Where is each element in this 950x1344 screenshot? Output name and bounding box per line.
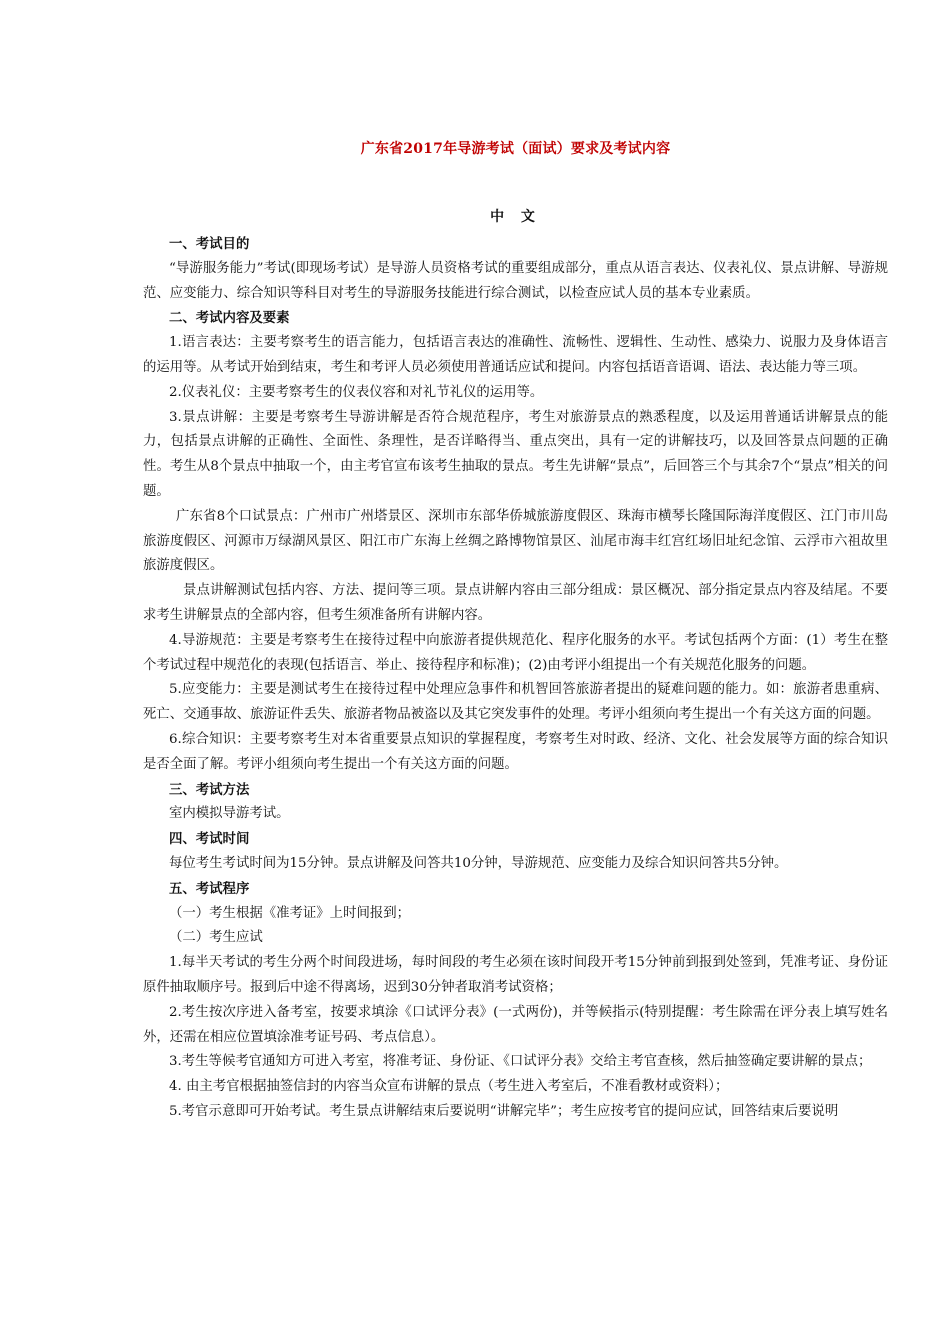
procedure-item-4: 4. 由主考官根据抽签信封的内容当众宣布讲解的景点（考生进入考室后，不准看教材或资料）； bbox=[169, 1079, 729, 1095]
document-body bbox=[143, 232, 888, 1125]
document-subtitle: 中 文 bbox=[490, 209, 541, 225]
section-heading-time: 四、考试时间 bbox=[169, 831, 250, 848]
paragraph-etiquette: 2.仪表礼仪：主要考察考生的仪表仪容和对礼节礼仪的运用等。 bbox=[169, 384, 544, 400]
procedure-item-3: 3.考生等候考官通知方可进入考室，将准考证、身份证、《口试评分表》交给主考官查核，然后抽签确定要讲解的景点； bbox=[169, 1054, 872, 1070]
paragraph-spots: 广东省8个口试景点：广州市广州塔景区、深圳市东部华侨城旅游度假区、珠海市横琴长隆国际海洋度假区、江门市川岛旅游度假区、河源市万绿湖风景区、阳江市广东海上丝绸之路博物馆景区、汕尾市海丰红宫红场旧址纪念馆、云浮市六祖故里旅游度假区。 bbox=[143, 508, 888, 574]
paragraph-time: 每位考生考试时间为15分钟。景点讲解及问答共10分钟，导游规范、应变能力及综合知识问答共5分钟。 bbox=[169, 855, 788, 871]
procedure-item-2: 2.考生按次序进入备考室，按要求填涂《口试评分表》(一式两份)，并等候指示(特别提醒：考生除需在评分表上填写姓名外，还需在相应位置填涂准考证号码、考点信息）。 bbox=[143, 1004, 888, 1045]
paragraph-explanation: 3.景点讲解：主要是考察考生导游讲解是否符合规范程序，考生对旅游景点的熟悉程度，以及运用普通话讲解景点的能力，包括景点讲解的正确性、全面性、条理性，是否详略得当、重点突出，具有一定的讲解技巧，以及回答景点问题的正确性。考生从8个景点中抽取一个，由主考官宣布该考生抽取的景点。考生先讲解“景点”，后回答三个与其余7个“景点”相关的问题。 bbox=[143, 409, 888, 499]
paragraph-knowledge: 6.综合知识：主要考察考生对本省重要景点知识的掌握程度，考察考生对时政、经济、文化、社会发展等方面的综合知识是否全面了解。考评小组须向考生提出一个有关这方面的问题。 bbox=[143, 731, 888, 772]
document-title: 广东省2017年导游考试（面试）要求及考试内容 bbox=[360, 141, 671, 157]
procedure-sub-2: （二）考生应试 bbox=[169, 930, 263, 946]
section-heading-method: 三、考试方法 bbox=[169, 781, 250, 798]
paragraph-guide-norms: 4.导游规范：主要是考察考生在接待过程中向旅游者提供规范化、程序化服务的水平。考试包括两个方面：(1）考生在整个考试过程中规范化的表现(包括语言、举止、接待程序和标准)；(2)由考评小组提出一个有关规范化服务的问题。 bbox=[143, 632, 888, 673]
section-heading-purpose: 一、考试目的 bbox=[169, 236, 250, 252]
paragraph-language: 1.语言表达：主要考察考生的语言能力，包括语言表达的准确性、流畅性、逻辑性、生动性、感染力、说服力及身体语言的运用等。从考试开始到结束，考生和考评人员必须使用普通话应试和提问。内容包括语音语调、语法、表达能力等三项。 bbox=[143, 335, 888, 375]
paragraph-adaptability: 5.应变能力：主要是测试考生在接待过程中处理应急事件和机智回答旅游者提出的疑难问题的能力。如：旅游者患重病、死亡、交通事故、旅游证件丢失、旅游者物品被盗以及其它突发事件的处理。考评小组须向考生提出一个有关这方面的问题。 bbox=[143, 682, 888, 723]
paragraph-method: 室内模拟导游考试。 bbox=[169, 806, 290, 822]
paragraph-explanation-test: 景点讲解测试包括内容、方法、提问等三项。景点讲解内容由三部分组成：景区概况、部分指定景点内容及结尾。不要求考生讲解景点的全部内容，但考生须准备所有讲解内容。 bbox=[143, 583, 888, 623]
procedure-item-5: 5.考官示意即可开始考试。考生景点讲解结束后要说明“讲解完毕”；考生应按考官的提问应试，回答结束后要说明 bbox=[169, 1103, 839, 1119]
section-heading-content: 二、考试内容及要素 bbox=[169, 310, 290, 327]
section-heading-procedure: 五、考试程序 bbox=[169, 880, 250, 897]
procedure-sub-1: （一）考生根据《准考证》上时间报到； bbox=[169, 905, 411, 921]
procedure-item-1: 1.每半天考试的考生分两个时间段进场，每时间段的考生必须在该时间段开考15分钟前到报到处签到，凭准考证、身份证原件抽取顺序号。报到后中途不得离场，迟到30分钟者取消考试资格； bbox=[143, 955, 888, 995]
paragraph-purpose: “导游服务能力”考试(即现场考试）是导游人员资格考试的重要组成部分，重点从语言表达、仪表礼仪、景点讲解、导游规范、应变能力、综合知识等科目对考生的导游服务技能进行综合测试，以检查应试人员的基本专业素质。 bbox=[143, 260, 888, 301]
